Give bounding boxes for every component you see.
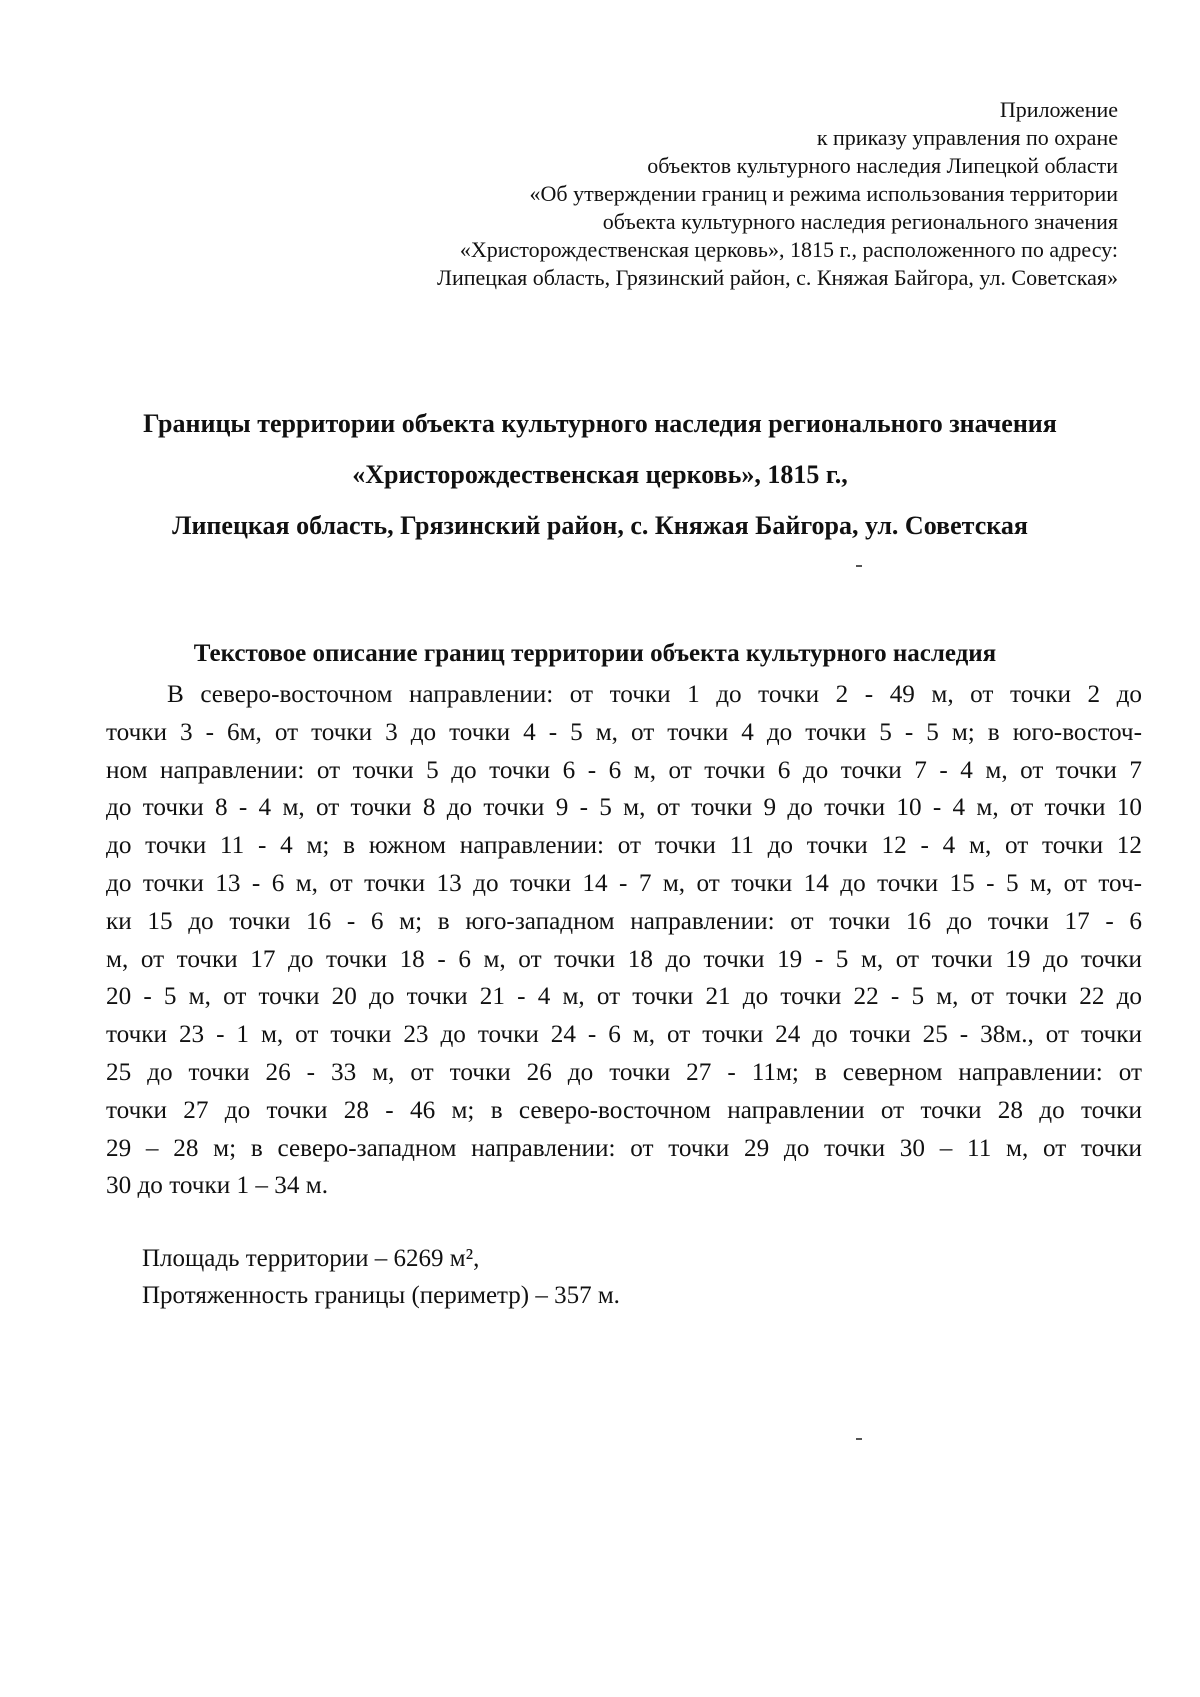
perimeter-value: Протяженность границы (периметр) – 357 м.	[142, 1282, 620, 1309]
description-line: точки 3 - 6м, от точки 3 до точки 4 - 5 м, от точки 4 до точки 5 - 5 м; в юго-восточ-	[106, 718, 1142, 746]
appendix-line: «Об утверждении границ и режима использования территории	[529, 181, 1118, 206]
description-line: 29 – 28 м; в северо-западном направлении: от точки 29 до точки 30 – 11 м, от точки	[106, 1134, 1142, 1162]
description-heading: Текстовое описание границ территории объекта культурного наследия	[193, 640, 997, 667]
appendix-line: «Христорождественская церковь», 1815 г., расположенного по адресу:	[459, 237, 1118, 262]
description-line: до точки 13 - 6 м, от точки 13 до точки 14 - 7 м, от точки 14 до точки 15 - 5 м, от точ-	[106, 869, 1142, 897]
description-line: 25 до точки 26 - 33 м, от точки 26 до точки 27 - 11м; в северном направлении: от	[106, 1058, 1142, 1086]
scan-speck	[856, 565, 862, 567]
description-line: ки 15 до точки 16 - 6 м; в юго-западном направлении: от точки 16 до точки 17 - 6	[106, 907, 1142, 935]
description-line: 30 до точки 1 – 34 м.	[106, 1172, 328, 1200]
description-line: точки 23 - 1 м, от точки 23 до точки 24 - 6 м, от точки 24 до точки 25 - 38м., от точки	[106, 1021, 1142, 1049]
area-value: Площадь территории – 6269 м²,	[142, 1245, 480, 1272]
title-line: Границы территории объекта культурного наследия регионального значения	[143, 409, 1057, 438]
appendix-line: Липецкая область, Грязинский район, с. Княжая Байгора, ул. Советская»	[437, 265, 1118, 290]
description-line: до точки 8 - 4 м, от точки 8 до точки 9 - 5 м, от точки 9 до точки 10 - 4 м, от точки 10	[106, 794, 1142, 822]
title-line: «Христорождественская церковь», 1815 г.,	[352, 460, 848, 489]
description-line: 20 - 5 м, от точки 20 до точки 21 - 4 м, от точки 21 до точки 22 - 5 м, от точки 22 до	[106, 983, 1142, 1011]
appendix-line: к приказу управления по охране	[816, 125, 1118, 150]
description-line: В северо-восточном направлении: от точки 1 до точки 2 - 49 м, от точки 2 до	[167, 681, 1142, 708]
scan-speck	[856, 1438, 862, 1440]
territory-summary	[142, 1240, 620, 1314]
description-line: до точки 11 - 4 м; в южном направлении: от точки 11 до точки 12 - 4 м, от точки 12	[106, 832, 1142, 860]
appendix-header	[218, 96, 1118, 292]
description-line: ном направлении: от точки 5 до точки 6 - 6 м, от точки 6 до точки 7 - 4 м, от точки 7	[106, 756, 1142, 784]
title-line: Липецкая область, Грязинский район, с. Княжая Байгора, ул. Советская	[172, 511, 1028, 540]
appendix-line: объектов культурного наследия Липецкой области	[647, 153, 1118, 178]
description-line: м, от точки 17 до точки 18 - 6 м, от точки 18 до точки 19 - 5 м, от точки 19 до точки	[106, 945, 1142, 973]
appendix-line: Приложение	[999, 97, 1118, 122]
appendix-line: объекта культурного наследия регионального значения	[602, 209, 1118, 234]
description-line: точки 27 до точки 28 - 46 м; в северо-восточном направлении от точки 28 до точки	[106, 1096, 1142, 1124]
boundary-description	[106, 676, 1142, 1205]
document-title	[60, 398, 1140, 551]
